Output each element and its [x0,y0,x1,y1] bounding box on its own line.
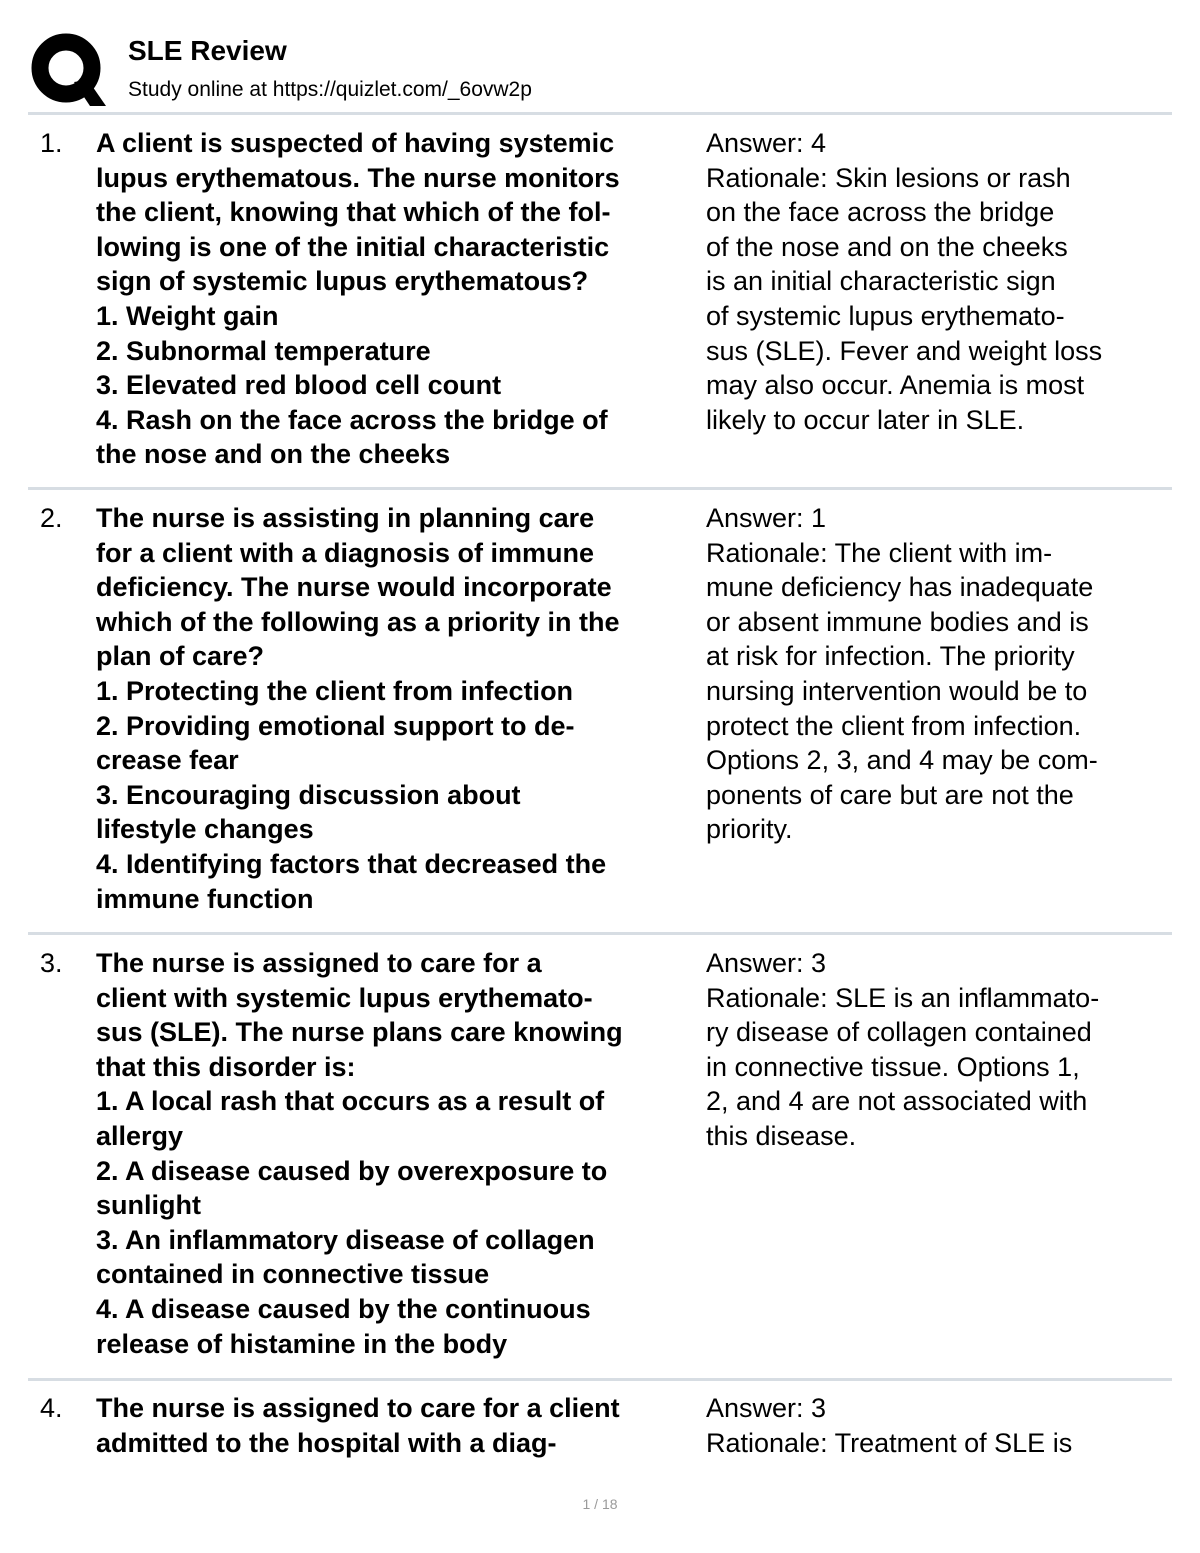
answer-line: Answer: 3 [706,1393,827,1423]
question-line: client with systemic lupus erythemato- [96,982,593,1013]
question-line: lifestyle changes [96,814,314,845]
question-line: The nurse is assigned to care for a client [96,1393,620,1423]
answer-line: or absent immune bodies and is [706,606,1089,637]
card-number: 1. [40,128,63,158]
answer-line: in connective tissue. Options 1, [706,1051,1080,1082]
divider [28,487,1172,490]
card-question [96,1391,704,1460]
question-line: sign of systemic lupus erythematous? [96,266,589,297]
answer-line: Answer: 4 [706,128,827,158]
question-line: for a client with a diagnosis of immune [96,537,595,568]
question-line: 3. Encouraging discussion about [96,779,521,810]
question-line: 4. A disease caused by the continuous [96,1293,591,1324]
answer-line: of systemic lupus erythemato- [706,300,1065,331]
question-line: 1. Protecting the client from infection [96,675,574,706]
card-question [96,501,704,916]
question-line: immune function [96,883,314,914]
page-title: SLE Review [128,35,287,66]
question-line: The nurse is assigned to care for a [96,948,542,978]
answer-line: on the face across the bridge [706,197,1055,228]
question-line: deficiency. The nurse would incorporate [96,572,612,603]
question-line: A client is suspected of having systemic [96,128,615,158]
question-line: lowing is one of the initial characteristic [96,231,610,262]
question-line: the nose and on the cheeks [96,439,451,470]
answer-line: priority. [706,814,793,845]
question-line: contained in connective tissue [96,1259,490,1290]
question-line: 2. Subnormal temperature [96,335,431,366]
question-line: 4. Identifying factors that decreased the [96,848,607,879]
question-line: release of histamine in the body [96,1328,508,1359]
card-answer [706,126,1168,437]
question-line: 2. Providing emotional support to de- [96,710,575,741]
answer-line: sus (SLE). Fever and weight loss [706,335,1103,366]
question-line: 4. Rash on the face across the bridge of [96,404,608,435]
divider [28,932,1172,935]
question-line: allergy [96,1120,184,1151]
question-line: sus (SLE). The nurse plans care knowing [96,1017,623,1048]
answer-line: likely to occur later in SLE. [706,404,1025,435]
answer-line: this disease. [706,1120,857,1151]
answer-line: ponents of care but are not the [706,779,1074,810]
question-line: the client, knowing that which of the fol- [96,197,611,228]
answer-line: at risk for infection. The priority [706,641,1075,672]
question-line: lupus erythematous. The nurse monitors [96,162,620,193]
page-indicator: 1 / 18 [582,1496,618,1512]
question-line: The nurse is assisting in planning care [96,503,595,533]
question-line: crease fear [96,745,239,776]
card-number: 2. [40,503,63,533]
question-line: 3. Elevated red blood cell count [96,370,502,401]
question-line: 1. A local rash that occurs as a result of [96,1086,605,1117]
card-question [96,946,704,1361]
page-header [28,28,1172,108]
answer-line: 2, and 4 are not associated with [706,1086,1088,1117]
card-number: 3. [40,948,63,978]
answer-line: mune deficiency has inadequate [706,572,1094,603]
answer-line: nursing intervention would be to [706,675,1088,706]
card-answer [706,946,1168,1154]
question-line: 3. An inflammatory disease of collagen [96,1224,595,1255]
question-line: 1. Weight gain [96,300,279,331]
card-answer [706,1391,1168,1460]
answer-line: protect the client from infection. [706,710,1082,741]
answer-line: Answer: 3 [706,948,827,978]
answer-line: is an initial characteristic sign [706,266,1056,297]
answer-line: Rationale: Treatment of SLE is [706,1427,1073,1458]
question-line: admitted to the hospital with a diag- [96,1427,557,1458]
question-line: sunlight [96,1190,201,1221]
question-line: 2. A disease caused by overexposure to [96,1155,608,1186]
answer-line: may also occur. Anemia is most [706,370,1085,401]
answer-line: ry disease of collagen contained [706,1017,1092,1048]
divider [28,112,1172,115]
answer-line: Rationale: Skin lesions or rash [706,162,1071,193]
question-line: which of the following as a priority in the [96,606,620,637]
answer-line: of the nose and on the cheeks [706,231,1068,262]
divider [28,1378,1172,1381]
answer-line: Rationale: The client with im- [706,537,1053,568]
answer-line: Rationale: SLE is an inflammato- [706,982,1100,1013]
answer-line: Answer: 1 [706,503,827,533]
question-line: plan of care? [96,641,265,672]
card-answer [706,501,1168,847]
card-question [96,126,704,472]
study-online-link-text: Study online at https://quizlet.com/_6ovw2p [128,78,532,101]
answer-line: Options 2, 3, and 4 may be com- [706,745,1098,776]
card-number: 4. [40,1393,63,1423]
question-line: that this disorder is: [96,1051,356,1082]
quizlet-logo-icon [30,32,106,108]
